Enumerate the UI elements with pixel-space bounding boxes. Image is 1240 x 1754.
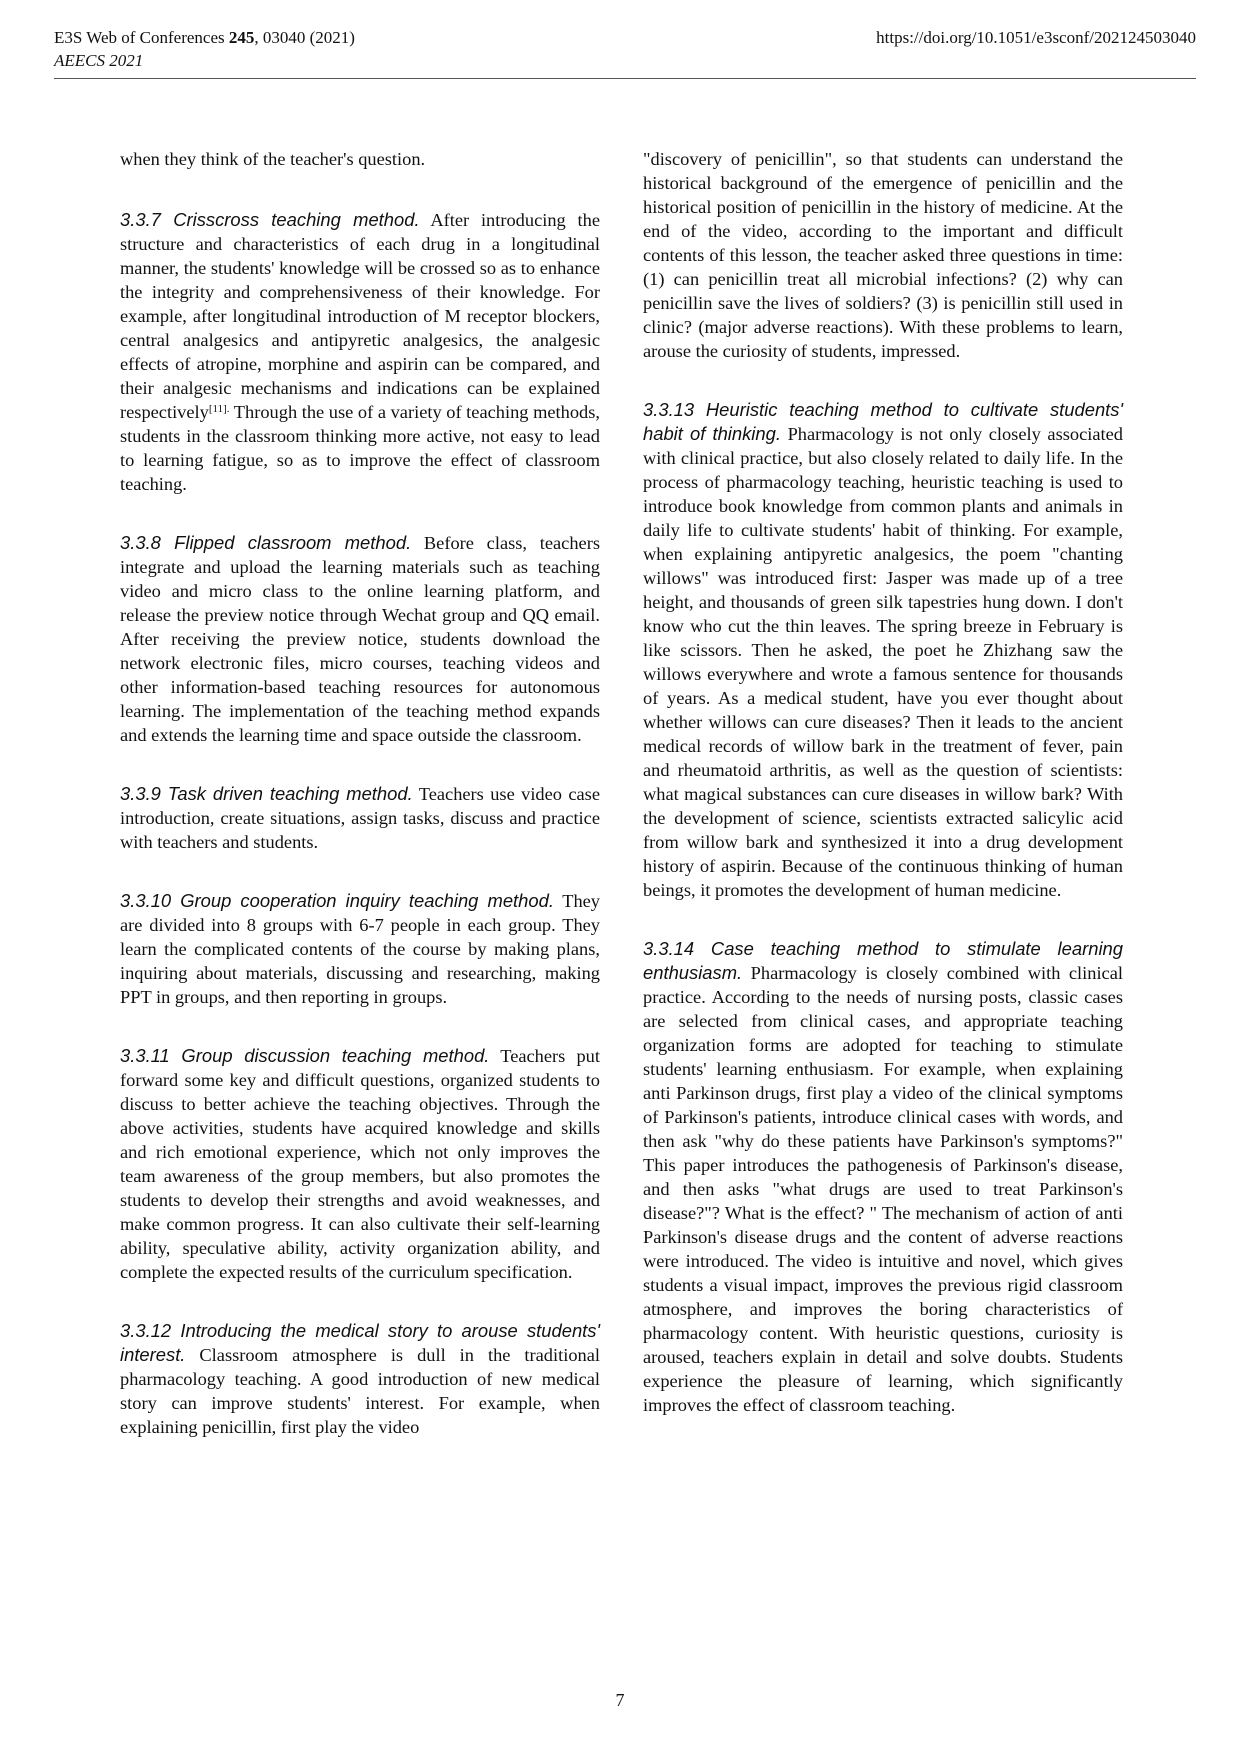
section-body: Through the use of a variety of teaching methods, students in the classroom thinking more active, not easy to lead to learning fatigue, so as to improve the effect of classroom teaching. xyxy=(120,402,600,494)
section-body: Classroom atmosphere is dull in the traditional pharmacology teaching. A good introduction of new medical story can improve students' interest. For example, when explaining penicillin, first play the video xyxy=(120,1345,600,1437)
section-heading: 3.3.10 Group cooperation inquiry teaching method. xyxy=(120,890,554,911)
section-heading: 3.3.7 Crisscross teaching method. xyxy=(120,209,420,230)
section-heading: 3.3.11 Group discussion teaching method. xyxy=(120,1045,490,1066)
journal-citation: E3S Web of Conferences 245, 03040 (2021) xyxy=(54,28,355,47)
section-body: Teachers use video case introduction, create situations, assign tasks, discuss and practice with teachers and students. xyxy=(120,784,601,852)
section-body: After introducing the structure and characteristics of each drug in a longitudinal manner, the students' knowledge will be crossed so as to enhance the integrity and comprehensiveness of their knowledge. For example, after longitudinal introduction of M receptor blockers, central analgesics and antipyretic analgesics, the analgesic effects of atropine, morphine and aspirin can be compared, and their analgesic mechanisms and indications can be explained respectively xyxy=(120,210,600,422)
section-body: Pharmacology is not only closely associated with clinical practice, but also closely related to daily life. In the process of pharmacology teaching, heuristic teaching is used to introduce book knowledge from common plants and animals in daily life to cultivate students' habit of thinking. For example, when explaining antipyretic analgesics, the poem "chanting willows" was introduced first: Jasper was made up of a tree height, and thousands of green silk tapestries hung down. I don't know who cut the thin leaves. The spring breeze in February is like scissors. Then he asked, the poet he Zhizhang saw the willows everywhere and wrote a famous sentence for thousands of years. As a medical student, have you ever thought about whether willows can cure diseases? Then it leads to the ancient medical records of willow bark in the treatment of fever, pain and rheumatoid arthritis, as well as the question of scientists: what magical substances can cure diseases in willow bark? With the development of science, scientists extracted salicylic acid from willow bark and synthesized it into a drug development history of aspirin. Because of the continuous thinking of human beings, it promotes the development of human medicine. xyxy=(643,424,1123,900)
page-number: 7 xyxy=(615,1690,625,1710)
section-3-3-9 xyxy=(120,782,600,854)
section-heading: 3.3.8 Flipped classroom method. xyxy=(120,532,412,553)
section-3-3-10 xyxy=(120,889,600,1009)
section-3-3-14 xyxy=(643,937,1123,1417)
section-3-3-11 xyxy=(120,1044,600,1284)
left-column xyxy=(120,147,600,1474)
section-body: Teachers put forward some key and difficult questions, organized students to discuss to better achieve the teaching objectives. Through the above activities, students have acquired knowledge and skills and rich emotional experience, which not only improves the team awareness of the group members, but also promotes the students to develop their strengths and avoid weaknesses, and make common progress. It can also cultivate their self-learning ability, speculative ability, activity organization ability, and complete the expected results of the curriculum specification. xyxy=(120,1046,600,1282)
section-3-3-8 xyxy=(120,531,600,747)
section-heading: 3.3.12 Introducing the medical story to arouse students' interest. xyxy=(120,1320,600,1365)
section-heading: 3.3.13 Heuristic teaching method to cultivate students' habit of thinking. xyxy=(643,399,1123,444)
section-heading: 3.3.9 Task driven teaching method. xyxy=(120,783,413,804)
doi-link[interactable]: https://doi.org/10.1051/e3sconf/202124503040 xyxy=(876,28,1196,47)
section-3-3-13 xyxy=(643,398,1123,902)
section-body: Before class, teachers integrate and upload the learning materials such as teaching video and micro class to the online learning platform, and release the preview notice through Wechat group and QQ email. After receiving the preview notice, students download the network electronic files, micro courses, teaching videos and other information-based teaching resources for autonomous learning. The implementation of the teaching method expands and extends the learning time and space outside the classroom. xyxy=(120,533,600,745)
continued-paragraph: when they think of the teacher's question. xyxy=(120,149,426,169)
section-body: They are divided into 8 groups with 6-7 people in each group. They learn the complicated contents of the course by making plans, inquiring about materials, discussing and researching, making PPT in groups, and then reporting in groups. xyxy=(120,891,601,1007)
section-3-3-7 xyxy=(120,208,600,496)
section-3-3-12 xyxy=(120,1319,600,1439)
citation-reference[interactable]: [11]. xyxy=(208,403,230,415)
header-journal-info xyxy=(54,26,355,72)
right-column xyxy=(643,147,1123,1452)
conference-name: AEECS 2021 xyxy=(54,51,144,70)
section-heading: 3.3.14 Case teaching method to stimulate learning enthusiasm. xyxy=(643,938,1123,983)
running-header xyxy=(54,26,1196,79)
section-body: Pharmacology is closely combined with clinical practice. According to the needs of nursing posts, classic cases are selected from clinical cases, and appropriate teaching organization forms are adopted for teaching to stimulate students' learning enthusiasm. For example, when explaining anti Parkinson drugs, first play a video of the clinical symptoms of Parkinson's patients, introduce clinical cases with words, and then ask "why do these patients have Parkinson's symptoms?" This paper introduces the pathogenesis of Parkinson's disease, and then asks "what drugs are used to treat Parkinson's disease?"? What is the effect? " The mechanism of action of anti Parkinson's disease drugs and the content of adverse reactions were introduced. The video is intuitive and novel, which gives students a visual impact, improves the previous rigid classroom atmosphere, and improves the boring characteristics of pharmacology content. With heuristic questions, curiosity is aroused, teachers explain in detail and solve doubts. Students experience the pleasure of learning, which significantly improves the effect of classroom teaching. xyxy=(643,963,1123,1415)
journal-volume: 245 xyxy=(228,28,255,47)
continued-paragraph: "discovery of penicillin", so that students can understand the historical background of the emergence of penicillin and the historical position of penicillin in the history of medicine. At the end of the video, according to the important and difficult contents of this lesson, the teacher asked three questions in time: (1) can penicillin treat all microbial infections? (2) why can penicillin save the lives of soldiers? (3) is penicillin still used in clinic? (major adverse reactions). With these problems to learn, arouse the curiosity of students, impressed. xyxy=(643,149,1123,361)
